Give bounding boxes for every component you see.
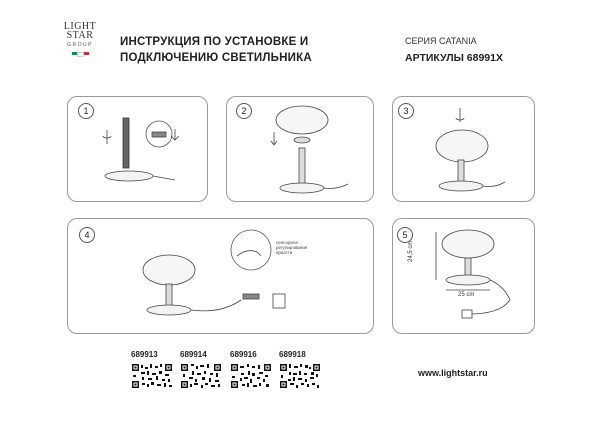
sensor-note-line1: сенсорное bbox=[276, 240, 299, 245]
page-title bbox=[120, 34, 350, 66]
step-4-illustration bbox=[67, 218, 372, 332]
step-3-number: 3 bbox=[398, 103, 414, 119]
step-5-illustration bbox=[392, 218, 533, 332]
italian-flag-icon bbox=[60, 52, 100, 57]
brand-logo bbox=[60, 22, 100, 57]
code-689916: 689916 bbox=[230, 350, 257, 359]
sensor-note bbox=[276, 240, 307, 255]
title-line2: ПОДКЛЮЧЕНИЮ СВЕТИЛЬНИКА bbox=[120, 52, 312, 64]
width-dimension: 25 cm bbox=[458, 292, 475, 298]
website-link[interactable]: www.lightstar.ru bbox=[418, 368, 488, 378]
sensor-note-line2: регулирование bbox=[276, 245, 308, 250]
step-4-number: 4 bbox=[79, 227, 95, 243]
step-3-illustration bbox=[392, 96, 533, 200]
code-689918: 689918 bbox=[279, 350, 306, 359]
brand-line2: STAR bbox=[66, 30, 94, 41]
step-1-illustration bbox=[67, 96, 206, 200]
height-dimension: 24,5 cm bbox=[408, 240, 414, 262]
step-5-number: 5 bbox=[397, 227, 413, 243]
code-689913: 689913 bbox=[131, 350, 158, 359]
series-label: СЕРИЯ CATANIA bbox=[405, 36, 477, 46]
step-1-number: 1 bbox=[78, 103, 94, 119]
title-line1: ИНСТРУКЦИЯ ПО УСТАНОВКЕ И bbox=[120, 36, 309, 48]
brand-line1: LIGHT bbox=[63, 21, 97, 32]
step-2-illustration bbox=[226, 96, 372, 200]
qr-code-689916 bbox=[230, 363, 272, 389]
sensor-note-line3: яркости bbox=[276, 250, 293, 255]
qr-code-689918 bbox=[279, 363, 321, 389]
flag-stripe-white bbox=[77, 52, 84, 57]
brand-line3: GROUP bbox=[67, 42, 93, 48]
step-2-number: 2 bbox=[236, 103, 252, 119]
qr-code-689913 bbox=[131, 363, 173, 389]
flag-stripe-red bbox=[84, 52, 89, 55]
code-689914: 689914 bbox=[180, 350, 207, 359]
qr-code-689914 bbox=[180, 363, 222, 389]
articles-label: АРТИКУЛЫ 68991X bbox=[405, 52, 503, 64]
